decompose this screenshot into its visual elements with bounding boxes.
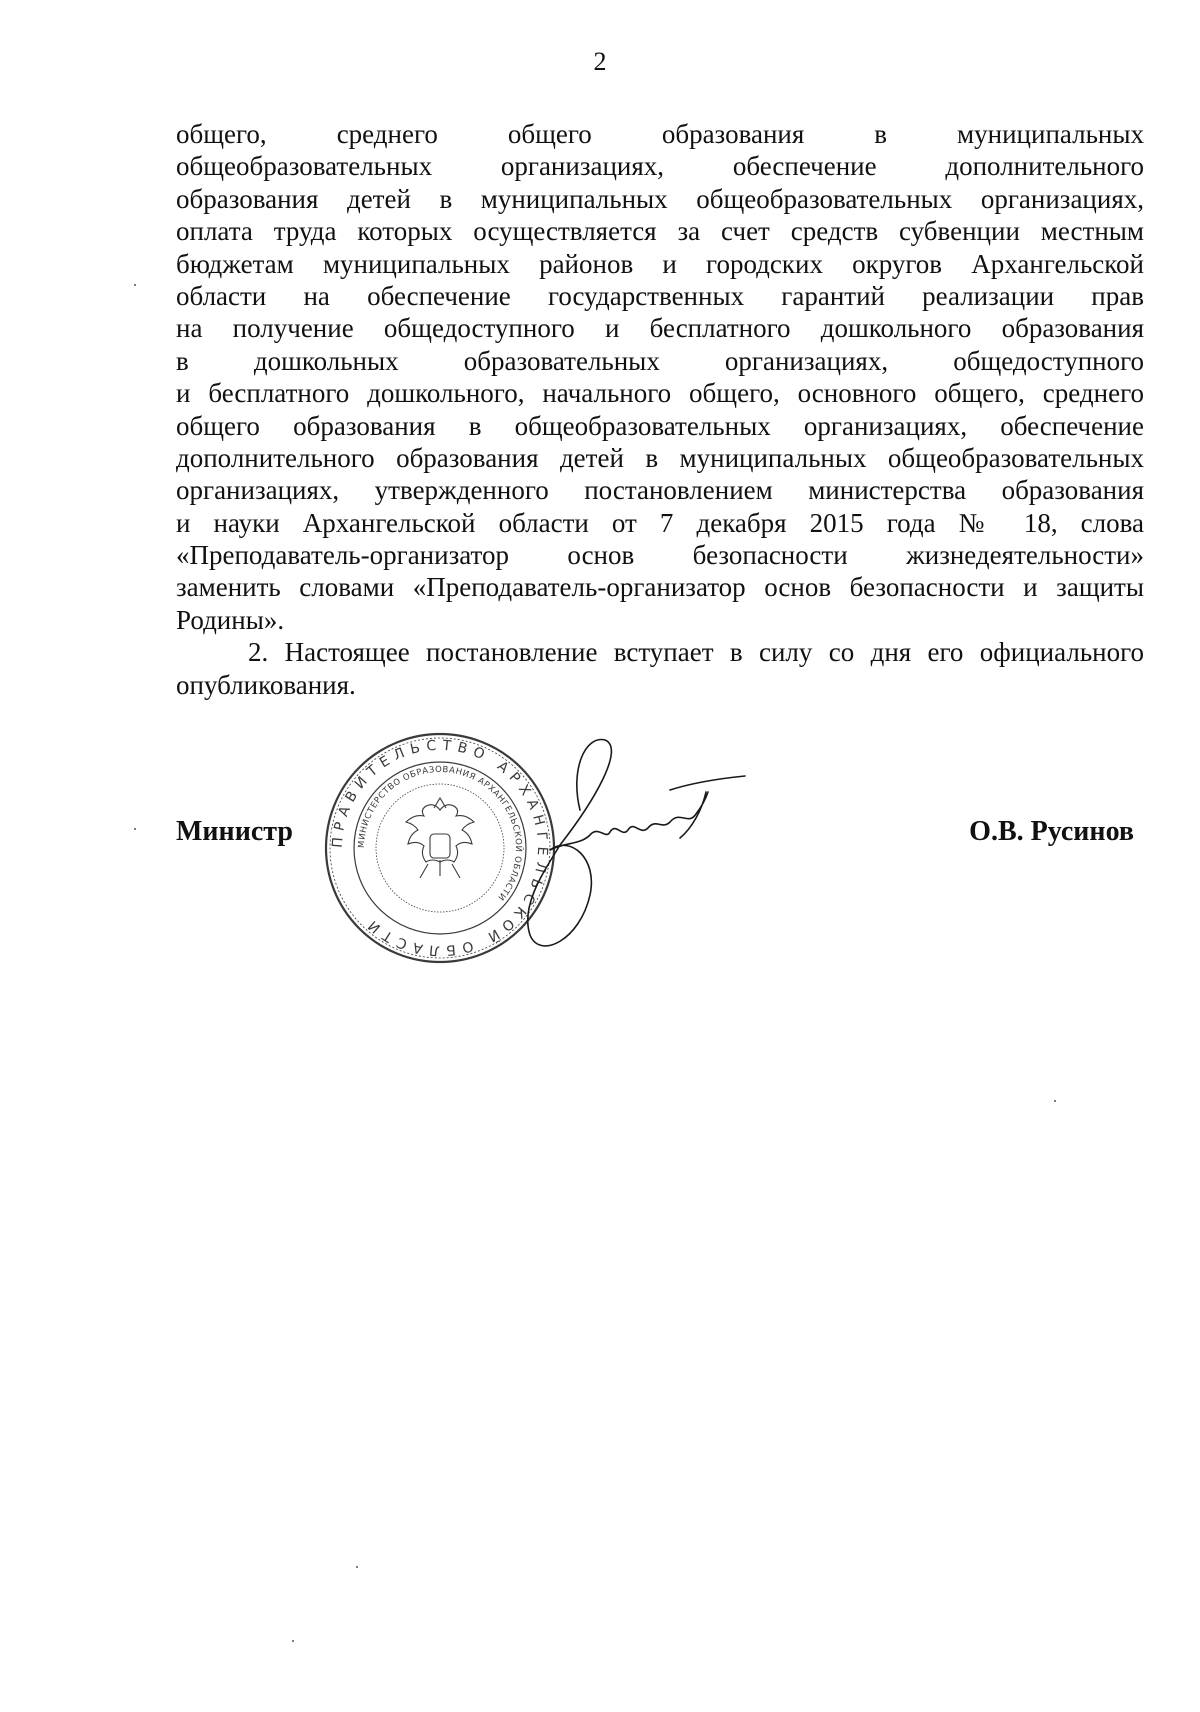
body-line-8: в дошкольных образовательных организациях, общедоступного [176,345,1144,376]
signer-title: Министр [176,816,293,847]
body-line-14: «Преподаватель-организатор основ безопасности жизнедеятельности» [176,540,1144,571]
body-line-6: области на обеспечение государственных гарантий реализации прав [176,280,1144,311]
seal-outer-text: ПРАВИТЕЛЬСТВО АРХАНГЕЛЬСКОЙ ОБЛАСТИ [329,737,551,959]
scan-speck [134,284,136,286]
scan-speck [1054,1100,1056,1102]
body-line-15: заменить словами «Преподаватель-организатор основ безопасности и защиты [176,572,1144,603]
body-line-2: общеобразовательных организациях, обеспечение дополнительного [176,151,1144,182]
scan-speck [292,1640,294,1642]
scan-speck [356,1566,358,1568]
body-line-12: организациях, утвержденного постановлением министерства образования [176,475,1144,506]
body-line-17: 2. Настоящее постановление вступает в силу со дня его официального [248,637,1144,668]
body-line-7: на получение общедоступного и бесплатного дошкольного образования [176,313,1144,344]
signer-name: О.В. Русинов [969,816,1134,847]
body-line-1: общего, среднего общего образования в муниципальных [176,119,1144,149]
document-body [176,118,1144,701]
seal-inner-text: МИНИСТЕРСТВО ОБРАЗОВАНИЯ АРХАНГЕЛЬСКОЙ ОБЛАСТИ [356,764,524,903]
body-line-3: образования детей в муниципальных общеобразовательных организациях, [176,183,1144,214]
body-line-10: общего образования в общеобразовательных организациях, обеспечение [176,410,1144,441]
body-line-11: дополнительного образования детей в муниципальных общеобразовательных [176,442,1144,473]
page-number: 2 [593,47,607,76]
signature-row [176,815,1134,855]
body-line-13: и науки Архангельской области от 7 декабря 2015 года № 18, слова [176,507,1144,538]
body-line-9: и бесплатного дошкольного, начального общего, основного общего, среднего [176,378,1144,409]
body-line-4: оплата труда которых осуществляется за счет средств субвенции местным [176,216,1144,247]
body-line-16: Родины». [176,604,285,635]
scan-speck [134,828,136,830]
body-line-18: опубликования. [176,669,356,700]
body-line-5: бюджетам муниципальных районов и городских округов Архангельской [176,248,1144,279]
